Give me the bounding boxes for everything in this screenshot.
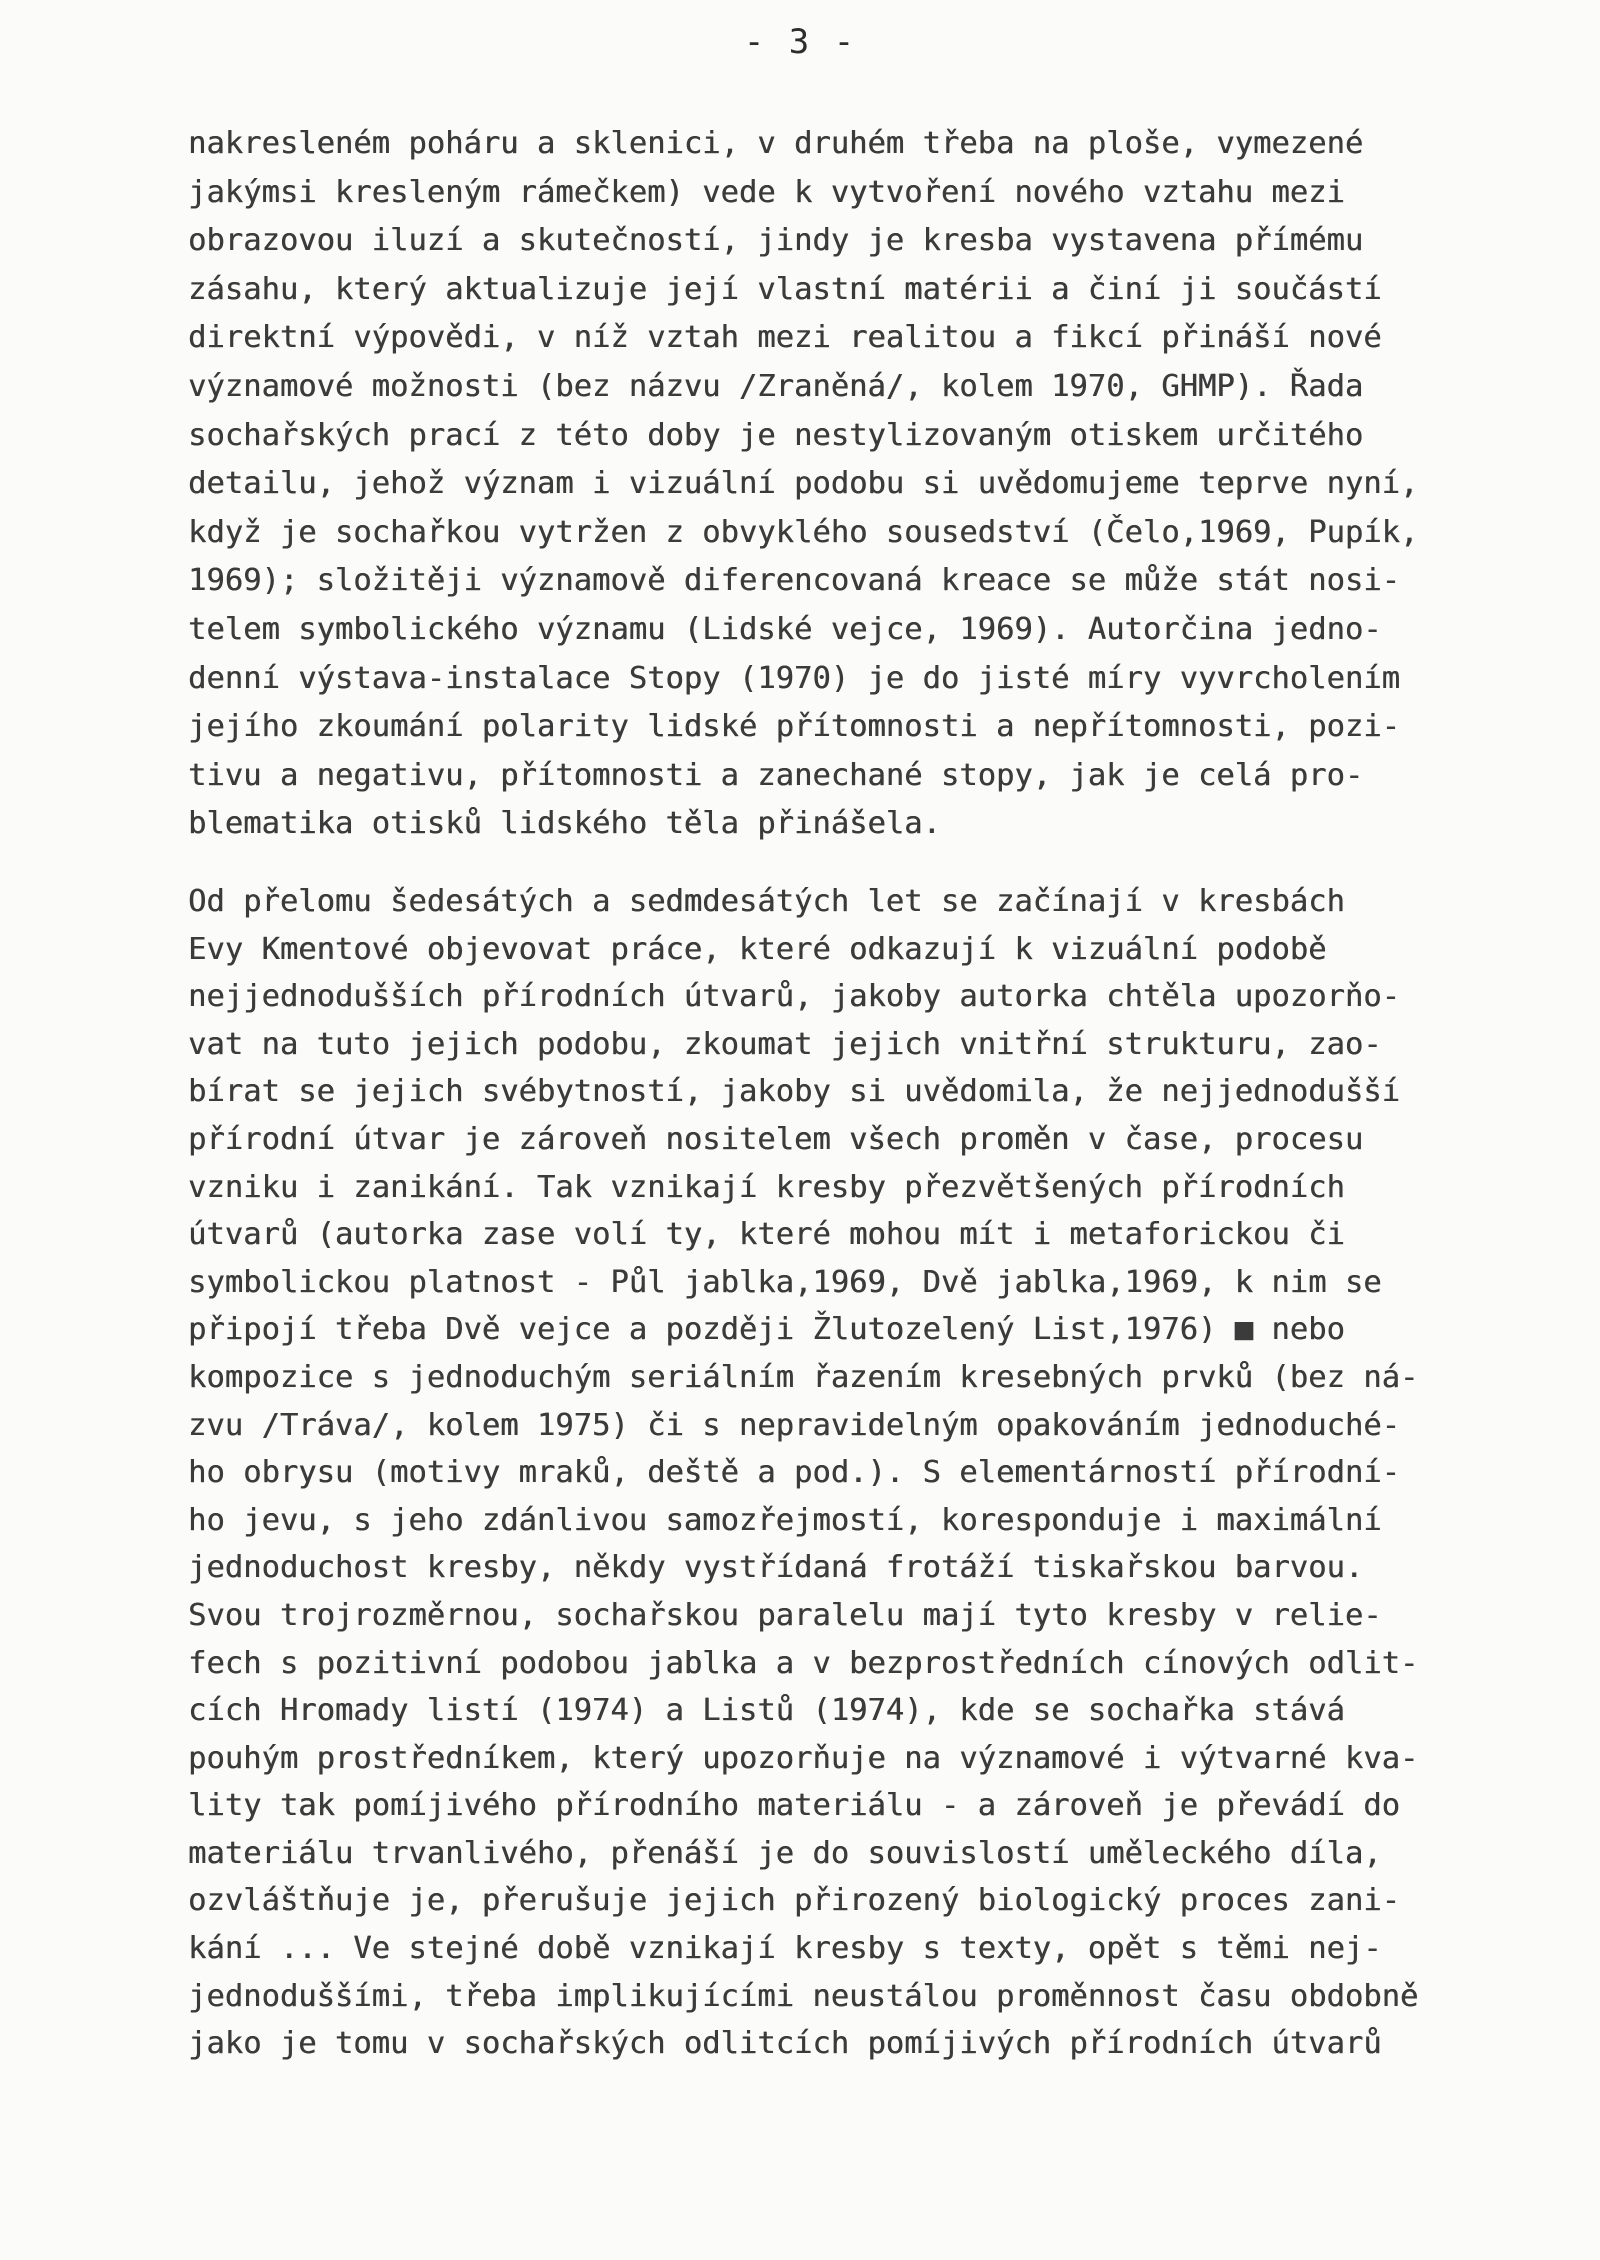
text-line: tivu a negativu, přítomnosti a zanechané stopy, jak je celá pro-: [188, 757, 1364, 793]
text-line: denní výstava-instalace Stopy (1970) je do jisté míry vyvrcholením: [188, 660, 1400, 696]
text-line: významové možnosti (bez názvu /Zraněná/, kolem 1970, GHMP). Řada: [188, 368, 1364, 404]
text-line: Evy Kmentové objevovat práce, které odkazují k vizuální podobě: [188, 931, 1327, 967]
text-line: jednoduššími, třeba implikujícími neustálou proměnnost času obdobně: [188, 1978, 1419, 2014]
text-line: zvu /Tráva/, kolem 1975) či s nepravidelným opakováním jednoduché-: [188, 1407, 1400, 1443]
text-line: jednoduchost kresby, někdy vystřídaná frotáží tiskařskou barvou.: [188, 1550, 1364, 1586]
text-line: jakýmsi kresleným rámečkem) vede k vytvoření nového vztahu mezi: [188, 174, 1345, 210]
text-line: telem symbolického významu (Lidské vejce, 1969). Autorčina jedno-: [188, 611, 1382, 647]
text-line: vat na tuto jejich podobu, zkoumat jejich vnitřní strukturu, zao-: [188, 1026, 1382, 1062]
text-line: blematika otisků lidského těla přinášela.: [188, 806, 941, 842]
text-line: bírat se jejich svébytností, jakoby si uvědomila, že nejjednodušší: [188, 1074, 1400, 1110]
text-line: ho obrysu (motivy mraků, deště a pod.). S elementárností přírodní-: [188, 1455, 1400, 1491]
text-line: přírodní útvar je zároveň nositelem všech proměn v čase, procesu: [188, 1121, 1364, 1157]
text-line: útvarů (autorka zase volí ty, které mohou mít i metaforickou či: [188, 1217, 1345, 1253]
text-line: zásahu, který aktualizuje její vlastní matérii a činí ji součástí: [188, 271, 1382, 307]
text-line: cích Hromady listí (1974) a Listů (1974), kde se sochařka stává: [188, 1693, 1345, 1729]
text-line: připojí třeba Dvě vejce a později Žlutozelený List,1976) ■ nebo: [188, 1312, 1345, 1348]
text-line: direktní výpovědi, v níž vztah mezi realitou a fikcí přináší nové: [188, 320, 1382, 356]
text-line: když je sochařkou vytržen z obvyklého sousedství (Čelo,1969, Pupík,: [188, 514, 1419, 550]
text-line: jejího zkoumání polarity lidské přítomnosti a nepřítomnosti, pozi-: [188, 709, 1400, 745]
text-line: obrazovou iluzí a skutečností, jindy je kresba vystavena přímému: [188, 223, 1364, 259]
text-line: 1969); složitěji významově diferencovaná kreace se může stát nosi-: [188, 563, 1400, 599]
text-line: materiálu trvanlivého, přenáší je do souvislostí uměleckého díla,: [188, 1835, 1382, 1871]
text-line: kání ... Ve stejné době vznikají kresby s texty, opět s těmi nej-: [188, 1931, 1382, 1967]
text-line: nejjednodušších přírodních útvarů, jakoby autorka chtěla upozorňo-: [188, 979, 1400, 1015]
text-line: kompozice s jednoduchým seriálním řazením kresebných prvků (bez ná-: [188, 1359, 1419, 1395]
text-line: detailu, jehož význam i vizuální podobu si uvědomujeme teprve nyní,: [188, 466, 1419, 502]
text-line: nakresleném poháru a sklenici, v druhém třeba na ploše, vymezené: [188, 126, 1364, 161]
text-line: Od přelomu šedesátých a sedmdesátých let se začínají v kresbách: [188, 884, 1345, 919]
text-line: fech s pozitivní podobou jablka a v bezprostředních cínových odlit-: [188, 1645, 1419, 1681]
text-line: vzniku i zanikání. Tak vznikají kresby přezvětšených přírodních: [188, 1169, 1345, 1205]
text-line: Svou trojrozměrnou, sochařskou paralelu mají tyto kresby v relie-: [188, 1597, 1382, 1633]
text-line: jako je tomu v sochařských odlitcích pomíjivých přírodních útvarů: [188, 2026, 1382, 2062]
text-line: ho jevu, s jeho zdánlivou samozřejmostí, koresponduje i maximální: [188, 1502, 1382, 1538]
text-line: ozvláštňuje je, přerušuje jejich přirozený biologický proces zani-: [188, 1883, 1400, 1919]
text-line: symbolickou platnost - Půl jablka,1969, Dvě jablka,1969, k nim se: [188, 1264, 1382, 1300]
paragraph-2: [188, 878, 1478, 2068]
text-line: pouhým prostředníkem, který upozorňuje na významové i výtvarné kva-: [188, 1740, 1419, 1776]
paragraph-1: [188, 120, 1478, 849]
page-number: - 3 -: [743, 22, 857, 62]
text-line: lity tak pomíjivého přírodního materiálu - a zároveň je převádí do: [188, 1788, 1400, 1824]
text-line: sochařských prací z této doby je nestylizovaným otiskem určitého: [188, 417, 1364, 453]
